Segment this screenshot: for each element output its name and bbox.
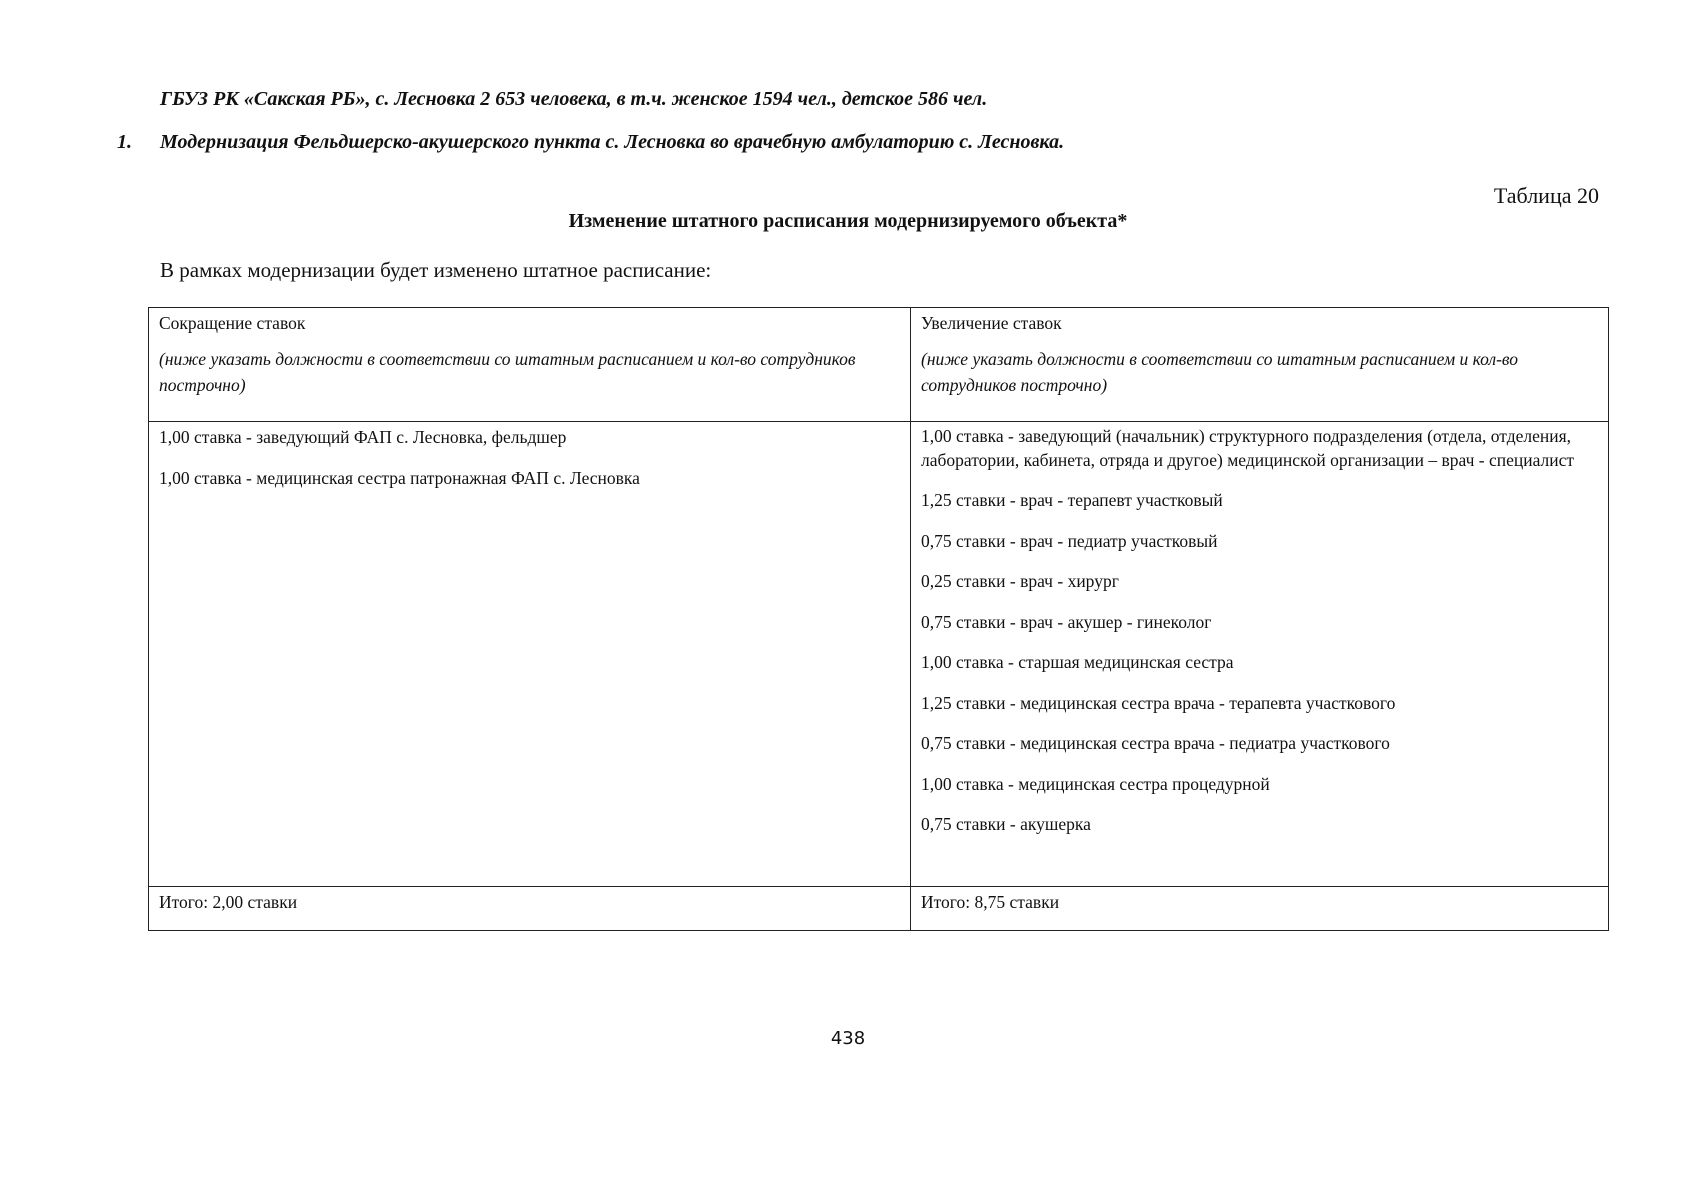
right-header-title: Увеличение ставок xyxy=(921,313,1062,333)
left-header-note: (ниже указать должности в соответствии со штатным расписанием и кол-во сотрудников построчно) xyxy=(159,348,856,395)
right-items-cell xyxy=(911,422,1609,887)
staff-table xyxy=(148,307,1609,931)
table-title: Изменение штатного расписания модернизируемого объекта* xyxy=(568,210,1128,232)
right-item: 1,00 ставка - старшая медицинская сестра xyxy=(921,652,1234,673)
table-header-row xyxy=(149,308,1609,422)
right-item: 0,75 ставки - врач - акушер - гинеколог xyxy=(921,611,1212,632)
intro-text: В рамках модернизации будет изменено штатное расписание: xyxy=(160,258,712,282)
list-item-text: Модернизация Фельдшерско-акушерского пункта с. Лесновка во врачебную амбулаторию с. Лесновка. xyxy=(160,131,1065,153)
right-item: 0,75 ставки - врач - педиатр участковый xyxy=(921,530,1218,551)
table-body-row xyxy=(149,422,1609,887)
page-number: 438 xyxy=(830,1028,866,1049)
left-items-cell xyxy=(149,422,911,887)
right-item: 1,00 ставка - медицинская сестра процедурной xyxy=(921,773,1270,794)
right-total-cell: Итого: 8,75 ставки xyxy=(911,887,1609,931)
right-item: 1,25 ставки - врач - терапевт участковый xyxy=(921,490,1223,511)
left-item: 1,00 ставка - заведующий ФАП с. Лесновка, фельдшер xyxy=(159,427,567,447)
right-item: 1,00 ставка - заведующий (начальник) структурного подразделения (отдела, отделения, лаборатории, кабинета, отряда и другое) медицинской организации – врач - специалист xyxy=(921,426,1575,470)
header-summary: ГБУЗ РК «Сакская РБ», с. Лесновка 2 653 человека, в т.ч. женское 1594 чел., детское 586 чел. xyxy=(160,88,988,110)
left-item: 1,00 ставка - медицинская сестра патронажная ФАП с. Лесновка xyxy=(159,467,640,488)
right-item: 0,25 ставки - врач - хирург xyxy=(921,571,1119,592)
list-item-number: 1. xyxy=(117,131,132,153)
table-total-row xyxy=(149,887,1609,931)
right-item: 1,25 ставки - медицинская сестра врача - терапевта участкового xyxy=(921,692,1396,713)
right-header-cell xyxy=(911,308,1609,422)
left-header-cell xyxy=(149,308,911,422)
left-total-cell: Итого: 2,00 ставки xyxy=(149,887,911,931)
table-number: Таблица 20 xyxy=(1493,183,1599,208)
right-header-note: (ниже указать должности в соответствии со штатным расписанием и кол-во сотрудников построчно) xyxy=(921,348,1519,395)
right-item: 0,75 ставки - медицинская сестра врача - педиатра участкового xyxy=(921,733,1390,754)
right-item: 0,75 ставки - акушерка xyxy=(921,814,1091,835)
left-header-title: Сокращение ставок xyxy=(159,313,306,333)
